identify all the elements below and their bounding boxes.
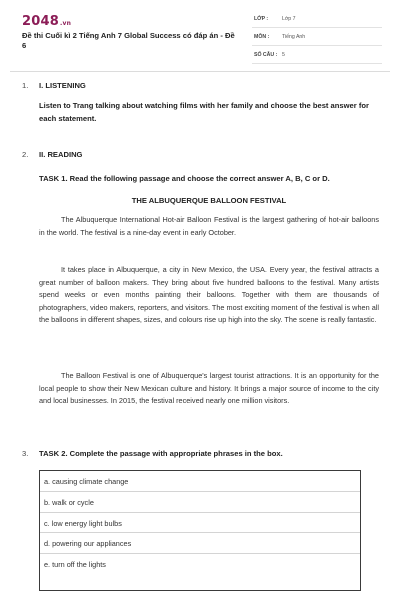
question-number-3: 3.	[22, 449, 29, 458]
question-number-1: 1.	[22, 81, 29, 90]
section-heading-task2: TASK 2. Complete the passage with appropriate phrases in the box.	[39, 449, 283, 458]
meta-key-count: SỐ CÂU :	[254, 52, 278, 58]
reading-task1-instruction: TASK 1. Read the following passage and choose the correct answer A, B, C or D.	[39, 174, 330, 183]
meta-value-count: 5	[282, 52, 285, 58]
meta-value-class: Lớp 7	[282, 16, 296, 22]
meta-key-class: LỚP :	[254, 16, 269, 22]
phrase-option: b. walk or cycle	[40, 492, 360, 513]
passage-title: THE ALBUQUERQUE BALLOON FESTIVAL	[131, 196, 287, 205]
phrase-option: d. powering our appliances	[40, 533, 360, 554]
question-number-2: 2.	[22, 150, 29, 159]
page-header	[0, 0, 400, 70]
meta-row-class	[252, 13, 382, 28]
header-divider	[10, 71, 390, 72]
passage-paragraph-3: The Balloon Festival is one of Albuquerque's largest tourist attractions. It is an opportunity for the local people to show their New Mexican culture and history. It brings a major source of income to the city and local businesses. In 2015, the festival received nearly one million visitors.	[39, 371, 379, 406]
logo-text: 2048	[22, 14, 59, 29]
listening-instruction: Listen to Trang talking about watching films with her family and choose the best answer for each statement.	[39, 101, 369, 124]
meta-row-subject	[252, 31, 382, 46]
meta-key-subject: MÔN :	[254, 34, 270, 40]
meta-row-count	[252, 49, 382, 64]
section-heading-reading: II. READING	[39, 150, 83, 159]
logo-suffix: .vn	[59, 20, 72, 27]
phrase-option: a. causing climate change	[40, 471, 360, 492]
document-title: Đề thi Cuối kì 2 Tiếng Anh 7 Global Success có đáp án - Đề 6	[22, 31, 235, 50]
meta-panel	[252, 13, 382, 67]
meta-value-subject: Tiếng Anh	[282, 34, 306, 40]
phrase-option: c. low energy light bulbs	[40, 513, 360, 534]
site-logo[interactable]	[22, 14, 71, 29]
phrase-option: e. turn off the lights	[44, 560, 106, 570]
passage-paragraph-2: It takes place in Albuquerque, a city in New Mexico, the USA. Every year, the festival attracts a great number of balloon makers. They bring about five hundred balloons to the festival. Many artists spend weeks or even months painting their balloons. Together with them are thousands of photographers, video makers, reporters, and visitors. The most exciting moment of the festival is when all the balloons in different shapes, sizes, and colours rise up high into the sky. The scene is really fantastic.	[39, 265, 379, 325]
phrase-box	[39, 470, 361, 591]
passage-paragraph-1: The Albuquerque International Hot-air Balloon Festival is the largest gathering of hot-air balloons in the world. The festival is a nine-day event in early October.	[39, 215, 379, 237]
section-heading-listening: I. LISTENING	[39, 81, 86, 90]
